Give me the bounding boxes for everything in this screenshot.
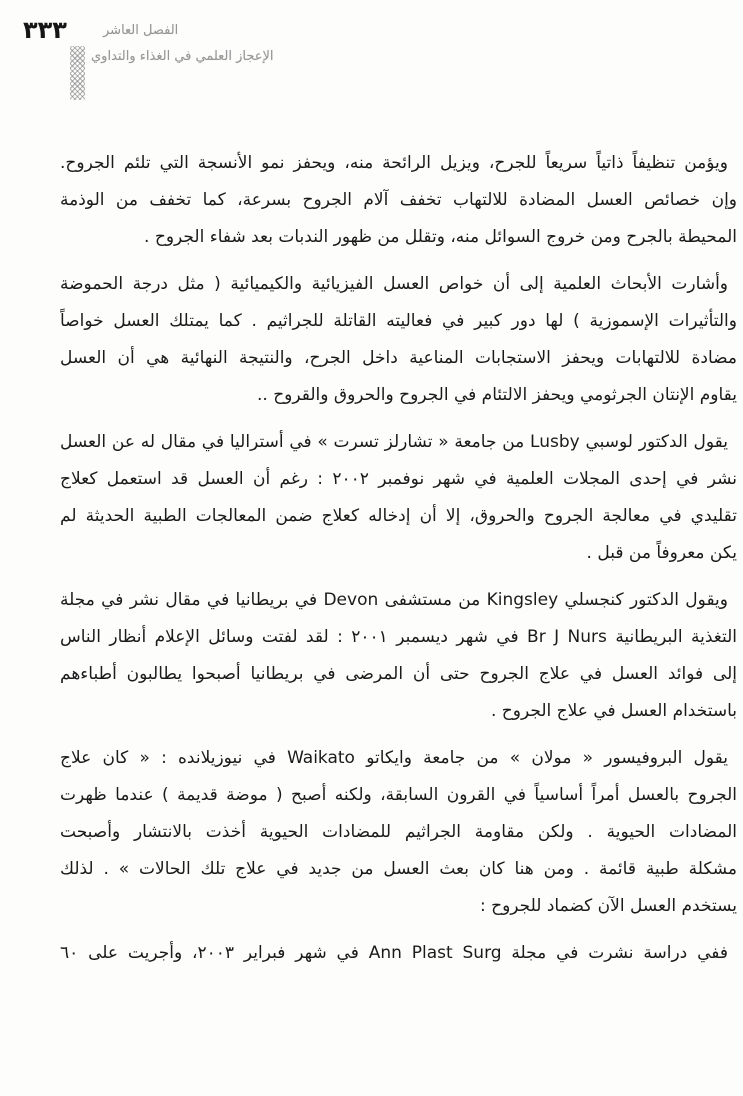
text-line: التغذية البريطانية Br J Nurs في شهر ديسمبر ٢٠٠١ : لقد لفتت وسائل الإعلام أنظار الناس	[60, 627, 737, 647]
text-line: تقليدي في معالجة الجروح والحروق، إلا أن إدخاله كعلاج ضمن المعالجات الطبية الحديثة لم	[60, 506, 737, 526]
text-line: المحيطة بالجرح ومن خروج السوائل منه، وتقلل من ظهور الندبات بعد شفاء الجروح .	[144, 227, 737, 247]
page-number: ٣٣٣	[23, 16, 67, 44]
paragraph	[60, 740, 737, 925]
running-header-book-title: الإعجاز العلمي في الغذاء والتداوي	[91, 49, 274, 64]
text-line: وأشارت الأبحاث العلمية إلى أن خواص العسل الفيزيائية والكيميائية ( مثل درجة الحموضة	[60, 274, 728, 294]
text-line: مشكلة طبية قائمة . ومن هنا كان بعث العسل من جديد في علاج تلك الحالات » . لذلك	[60, 859, 737, 879]
text-line: نشر في إحدى المجلات العلمية في شهر نوفمبر ٢٠٠٢ : رغم أن العسل قد استعمل كعلاج	[60, 469, 737, 489]
text-line: ويقول الدكتور كنجسلي Kingsley من مستشفى Devon في بريطانيا في مقال نشر في مجلة	[60, 590, 728, 610]
text-line: باستخدام العسل في علاج الجروح .	[491, 701, 737, 721]
paragraph	[60, 935, 737, 972]
text-line: يقاوم الإنتان الجرثومي ويحفز الالتئام في الجروح والحروق والقروح ..	[256, 385, 737, 405]
text-line: والتأثيرات الإسموزية ) لها دور كبير في فعاليته القاتلة للجراثيم . كما يمتلك العسل خواصاً	[60, 311, 737, 331]
text-line: وإن خصائص العسل المضادة للالتهاب تخفف آلام الجروح بسرعة، كما تخفف من الوذمة	[60, 190, 737, 210]
page-body-text	[60, 145, 737, 972]
paragraph	[60, 145, 737, 256]
text-line: يقول البروفيسور « مولان » من جامعة وايكاتو Waikato في نيوزيلانده : « كان علاج	[60, 748, 728, 768]
text-line: ويؤمن تنظيفاً ذاتياً سريعاً للجرح، ويزيل الرائحة منه، ويحفز نمو الأنسجة التي تلئم الجروح.	[60, 153, 728, 173]
paragraph	[60, 424, 737, 572]
text-line: يستخدم العسل الآن كضماد للجروح :	[479, 896, 737, 916]
text-line: يكن معروفاً من قبل .	[586, 543, 737, 563]
text-line: ففي دراسة نشرت في مجلة Ann Plast Surg في شهر فبراير ٢٠٠٣، وأجريت على ٦٠	[60, 943, 728, 963]
text-line: الجروح بالعسل أمراً أساسياً في القرون السابقة، ولكنه أصبح ( موضة قديمة ) عندما ظهرت	[60, 785, 737, 805]
text-line: المضادات الحيوية . ولكن مقاومة الجراثيم للمضادات الحيوية أخذت بالانتشار وأصبحت	[60, 822, 737, 842]
running-header-chapter: الفصل العاشر	[103, 23, 179, 38]
text-line: إلى فوائد العسل في علاج الجروح حتى أن المرضى في بريطانيا أصبحوا يطالبون أطباءهم	[60, 664, 737, 684]
text-line: مضادة للالتهابات ويحفز الاستجابات المناعية داخل الجرح، والنتيجة النهائية هي أن العسل	[60, 348, 737, 368]
text-line: يقول الدكتور لوسبي Lusby من جامعة « تشارلز تسرت » في أستراليا في مقال له عن العسل	[60, 432, 729, 452]
paragraph	[60, 266, 737, 414]
paragraph	[60, 582, 737, 730]
chapter-ornament-icon	[70, 46, 85, 100]
